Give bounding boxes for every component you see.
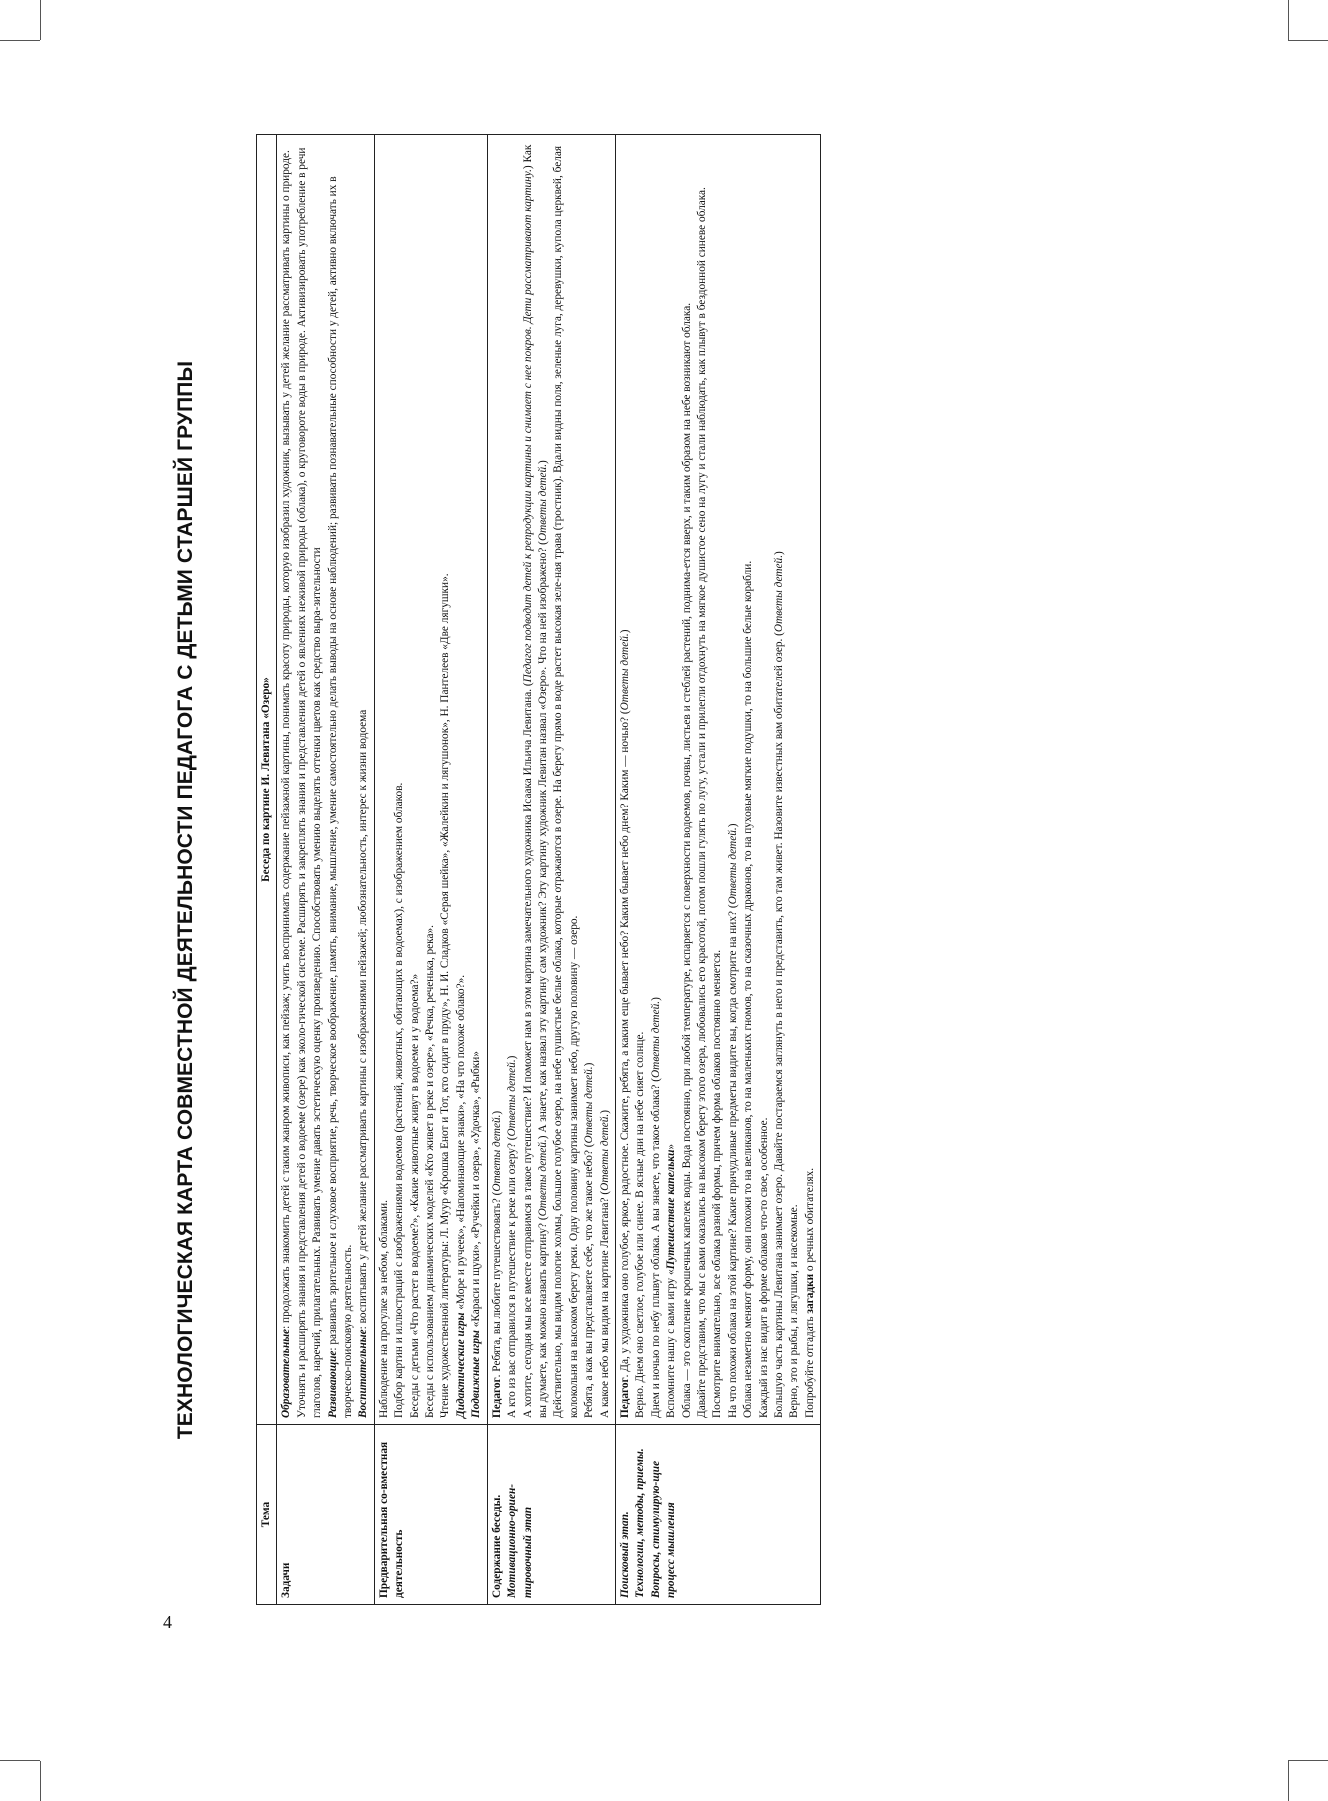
crop-mark <box>1288 1761 1289 1801</box>
dialogue-line <box>803 141 818 1418</box>
dialogue-text: Большую часть картины Левитана занимает озеро. Давайте постараемся заглянуть в него и представить, кто там живет. Назовите известных вам обитателей озер. ( <box>773 632 785 1418</box>
children-answers: Ответы детей. <box>649 1000 662 1078</box>
dialogue-text: Попробуйте отгадать <box>803 1313 816 1418</box>
game-name: Путешествие капельки <box>665 1149 678 1270</box>
row-label-tasks: Задачи <box>277 1425 374 1605</box>
tasks-upbringing <box>356 141 371 1418</box>
crop-mark <box>1288 1760 1328 1761</box>
bracket: ) <box>649 997 662 1001</box>
children-answers: Ответы детей. <box>583 1066 596 1144</box>
dialogue-line: Верно. Днем оно светлое, голубое или синее. В ясные дни на небе сияет солнце. <box>634 1031 647 1418</box>
speaker-teacher: Педагог <box>618 1377 631 1418</box>
dialogue-text: ) А знаете, как назвал эту картину сам художник? Эту картину художник Левитан назвал «Озеро». Что на ней изображено? ( <box>536 541 549 1140</box>
dialogue-line <box>618 141 633 1418</box>
dialogue-line: Каждый из нас видит в форме облаков что-то свое, особенное. <box>757 1117 770 1418</box>
row-content-preliminary <box>374 135 487 1425</box>
bracket: ) <box>618 629 631 634</box>
dialogue-text: . Да, у художника оно голубое, яркое, радостное. Скажите, ребята, а каким еще бывает небо? Каким бывает небо днем? Каким — ночью? ( <box>618 710 631 1378</box>
document-table-block <box>256 135 1126 1605</box>
dialogue-text: » <box>665 1143 678 1150</box>
dialogue-line <box>582 141 597 1418</box>
label-motivation-stage: Мотивационно-ориен-тировочный этап <box>506 1483 534 1598</box>
children-answers: Ответы детей. <box>490 1114 503 1192</box>
list-item: Беседы с использованием динамических моделей «Кто живет в реке и озере», «Речка, реченька, река». <box>424 925 437 1418</box>
table-row <box>277 135 374 1605</box>
list-item: Чтение художественной литературы: Л. Муур «Крошка Енот и Тот, кто сидит в пруду», Н. И. Сладков «Серая шейка», «Жалейкин и лягушонок», Н. Пантелеев «Две лягушки». <box>439 573 452 1418</box>
row-label-motivation <box>487 1425 615 1605</box>
row-label-search <box>615 1425 820 1605</box>
row-content-search <box>615 135 820 1425</box>
row-label-preliminary: Предварительная со-вместная деятельность <box>374 1425 487 1605</box>
crop-mark <box>40 1761 41 1801</box>
dialogue-text: Днем и ночью по небу плывут облака. А вы знаете, что такое облака? ( <box>649 1078 662 1418</box>
text-educational: : продолжать знакомить детей с таким жанром живописи, как пейзаж; учить воспринимать содержание пейзажной картины, понимать красоту природы, которую изобразил художник, вызывать у детей желание рассматривать картины о природе. Уточнять и расширять знания и представления детей о водоеме (озере) как эколо-гической системе. Расширять и закреплять знания и представления детей о явлениях неживой природы (облака), о круговороте воды в природе. Активизировать употребление в речи глаголов, наречий, прилагательных. Развивать умение давать эстетическую оценку произведению. Способствовать умению выделять оттенки цветов как средство выра-зительности <box>280 147 324 1418</box>
table-row <box>374 135 487 1605</box>
bracket: ) <box>536 460 549 464</box>
children-answers: Ответы детей. <box>536 1139 549 1217</box>
bracket: ) <box>506 1055 519 1060</box>
children-answers: Ответы детей. <box>598 1113 611 1191</box>
label-educational: Образовательные <box>280 1328 293 1418</box>
dialogue-text: о речных обитателях. <box>803 1167 816 1274</box>
text-upbringing: : воспитывать у детей желание рассматривать картины с изображениями пейзажей; любознательность, интерес к жизни водоема <box>357 709 370 1330</box>
dialogue-line <box>521 141 552 1418</box>
dialogue-text: . Ребята, вы любите путешествовать? ( <box>490 1191 503 1378</box>
page-title: ТЕХНОЛОГИЧЕСКАЯ КАРТА СОВМЕСТНОЙ ДЕЯТЕЛЬНОСТИ ПЕДАГОГА С ДЕТЬМИ СТАРШЕЙ ГРУППЫ <box>174 360 197 1440</box>
list-item <box>454 141 469 1418</box>
label-search-stage: Поисковый этап. <box>618 1511 631 1598</box>
bracket: ) <box>490 1110 503 1115</box>
dialogue-text: ) Как вы думаете, как можно назвать картину? ( <box>521 144 549 1418</box>
children-answers: Ответы детей. <box>536 463 549 542</box>
bracket: ) <box>583 1062 596 1067</box>
dialogue-text: Вспомните нашу с вами игру « <box>665 1269 678 1418</box>
dialogue-text: Ребята, а как вы представляете себе, что же такое небо? ( <box>583 1143 596 1418</box>
children-answers: Ответы детей. <box>618 633 631 711</box>
children-answers: Ответы детей. <box>506 1059 519 1137</box>
row-content-motivation <box>487 135 615 1425</box>
label-conversation-content: Содержание беседы. <box>490 1494 503 1598</box>
bracket: ) <box>598 1109 611 1114</box>
crop-mark <box>40 0 41 40</box>
row-content-tasks <box>277 135 374 1425</box>
technology-map-table <box>256 134 821 1605</box>
label-upbringing: Воспитательные <box>357 1329 370 1418</box>
children-answers: Ответы детей. <box>773 554 785 633</box>
text-outdoor-games: «Караси и щуки», «Ручейки и озера», «Удочка», «Рыбки» <box>470 1051 483 1331</box>
label-technologies: Технологии, методы, приемы. <box>634 1448 647 1598</box>
list-item: Беседы с детьми «Что растет в водоеме?», «Какие животные живут в водоеме и у водоема?» <box>408 973 421 1418</box>
dialogue-line: Облака незаметно меняют форму, они похожи то на великанов, то на маленьких гномов, то на сказочных драконов, то на пуховые мягкие подушки, то на большие белые корабли. <box>742 560 755 1418</box>
dialogue-line <box>598 141 613 1418</box>
speaker-teacher: Педагог <box>490 1377 503 1418</box>
header-theme: Тема <box>257 1425 277 1605</box>
page-number: 4 <box>163 1612 172 1632</box>
label-developing: Развивающие <box>326 1350 339 1418</box>
text-developing: : развивать зрительное и слуховое восприятие, речь, творческое воображение, память, внимание, мышление, умение самостоятельно делать выводы на основе наблюдений; развивать познавательные способности у детей, активно включать их в творческо-поисковую деятельность. <box>326 176 355 1418</box>
dialogue-text: А какое небо мы видим на картине Левитана? ( <box>598 1190 611 1418</box>
label-outdoor-games: Подвижные игры <box>470 1330 483 1418</box>
dialogue-line: Посмотрите внимательно, все облака разной формы, причем форма облаков постоянно меняется. <box>711 949 724 1418</box>
dialogue-line <box>490 141 505 1418</box>
header-topic: Беседа по картине И. Левитана «Озеро» <box>257 135 277 1425</box>
table-header-row <box>257 135 277 1605</box>
table-row <box>615 135 820 1605</box>
children-answers: Ответы детей. <box>726 827 739 905</box>
crop-mark <box>0 40 40 41</box>
bracket: ) <box>773 551 785 555</box>
dialogue-line: Давайте представим, что мы с вами оказались на высоком берегу этого озера, любовались его красотой, потом пошли гулять по лугу, устали и прилегли отдохнуть на мягкое душистое сено на лугу и стали наблюдать, как плывут в бездонной синеве облака. <box>695 187 708 1418</box>
dialogue-line: Облака — это скопление крошечных капелек воды. Вода постоянно, при любой температуре, испаряется с поверхности водоемов, почвы, листьев и стеблей растений, поднима-ется вверх, и таким образом на небе возникают облака. <box>680 302 693 1418</box>
list-item <box>469 141 484 1418</box>
dialogue-line <box>772 141 787 1418</box>
dialogue-line: Действительно, мы видим пологие холмы, большое голубое озеро, на небе пушистые белые облака, которые отражаются в озере. На берегу прямо в воде растет высокая зеле-ная трава (тростник). Вдали видны поля, зеленые луга, деревушки, купола церквей, белая колокольня на высоком берегу реки. Одну половину картины занимает небо, другую половину — озеро. <box>552 145 580 1418</box>
label-didactic-games: Дидактические игры <box>454 1312 467 1418</box>
list-item: Подбор картин и иллюстраций с изображениями водоемов (растений, животных, обитающих в водоемах), с изображением облаков. <box>393 782 406 1418</box>
dialogue-line <box>726 141 741 1418</box>
tasks-developing <box>326 141 357 1418</box>
dialogue-line <box>505 141 520 1418</box>
teacher-action: Педагог подводит детей к репродукции картины и снимает с нее покров. Дети рассматривают картину. <box>521 169 534 683</box>
bracket: ) <box>726 823 739 828</box>
dialogue-line <box>664 141 679 1418</box>
label-questions: Вопросы, стимулирую-щие процесс мышления <box>649 1460 678 1598</box>
list-item: Наблюдение на прогулке за небом, облаками. <box>377 1200 390 1418</box>
crop-mark <box>1288 0 1289 40</box>
dialogue-line: Верно, это и рыбы, и лягушки, и насекомые. <box>788 1204 801 1418</box>
dialogue-text: А кто из вас отправился в путешествие к реке или озеру? ( <box>506 1136 519 1418</box>
crop-mark <box>1288 40 1328 41</box>
table-row <box>487 135 615 1605</box>
tasks-educational <box>279 141 325 1418</box>
dialogue-text: На что похожи облака на этой картине? Какие причудливые предметы видите вы, когда смотрите на них? ( <box>726 904 739 1418</box>
dialogue-text: А хотите, сегодня мы все вместе отправимся в такое путешествие? И поможет нам в этом картина замечательного художника Исаака Ильича Левитана. ( <box>521 682 534 1418</box>
crop-mark <box>0 1760 40 1761</box>
dialogue-line <box>649 141 664 1418</box>
riddles-word: загадки <box>803 1273 816 1314</box>
text-didactic-games: «Море и ручеек», «Напоминающие знаки», «На что похоже облако?». <box>454 974 467 1313</box>
